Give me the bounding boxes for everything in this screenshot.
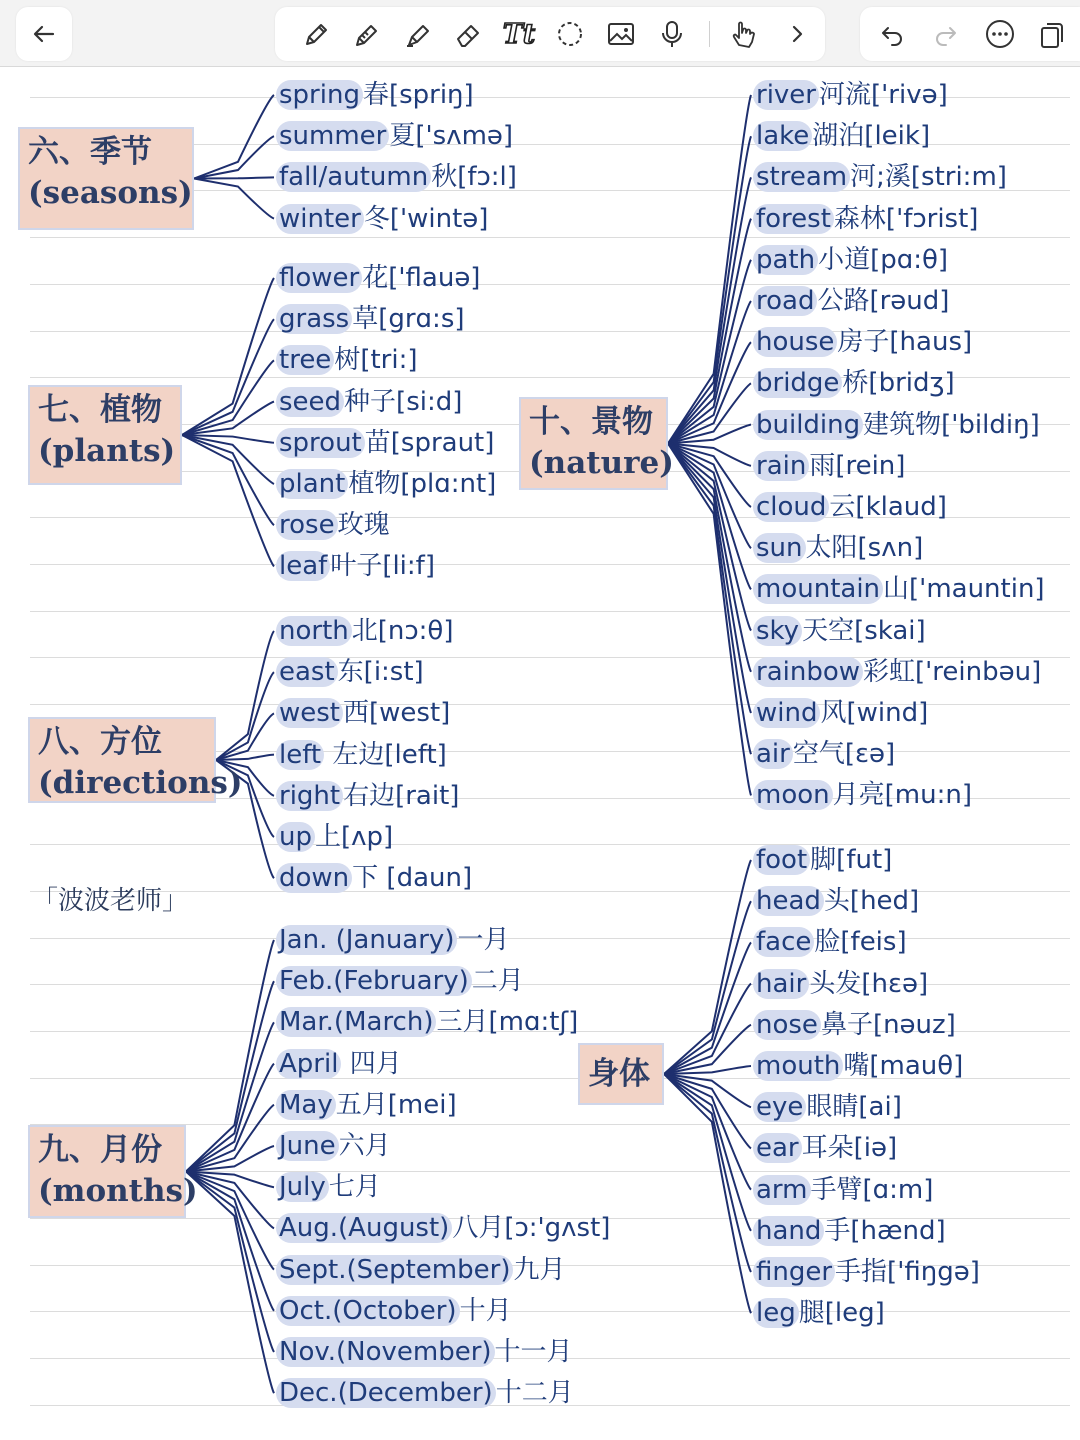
chevron-right-icon bbox=[785, 22, 809, 46]
pen-icon bbox=[299, 18, 331, 50]
vocab-meaning: 公路[rəud] bbox=[817, 286, 950, 316]
vocab-word: sprout bbox=[276, 428, 365, 458]
vocab-meaning: 头[hed] bbox=[823, 886, 920, 917]
vocab-meaning: 耳朵[iə] bbox=[801, 1133, 898, 1164]
vocab-word: head bbox=[753, 886, 824, 916]
connector-line bbox=[194, 177, 274, 178]
back-arrow-icon bbox=[30, 20, 58, 48]
vocab-meaning: 草[grɑ:s] bbox=[352, 304, 465, 335]
vocab-meaning: 桥[bridʒ] bbox=[842, 368, 955, 399]
category-title-cn: 六、季节 bbox=[28, 134, 152, 170]
vocab-meaning: 建筑物['bildiŋ] bbox=[863, 409, 1040, 440]
pages-button[interactable] bbox=[1030, 7, 1074, 61]
microphone-icon bbox=[656, 18, 688, 50]
vocab-word: right bbox=[276, 781, 343, 811]
vocab-word: grass bbox=[276, 304, 352, 334]
vocab-item-months bbox=[276, 1004, 578, 1040]
vocab-meaning: 河流['rivə] bbox=[819, 80, 948, 110]
vocab-item-plants bbox=[276, 507, 390, 543]
connector-line bbox=[186, 1172, 274, 1311]
lasso-icon bbox=[554, 18, 586, 50]
vocab-item-plants bbox=[276, 466, 496, 502]
vocab-meaning: 山['mauntin] bbox=[883, 574, 1045, 605]
vocab-item-seasons bbox=[276, 77, 474, 113]
vocab-word: foot bbox=[753, 845, 810, 875]
vocab-item-nature bbox=[753, 695, 928, 731]
vocab-word: Jan. (January) bbox=[276, 925, 457, 955]
hand-touch-icon bbox=[727, 18, 759, 50]
vocab-item-directions bbox=[276, 654, 424, 690]
vocab-word: rain bbox=[753, 451, 809, 481]
vocab-item-nature bbox=[753, 118, 930, 154]
vocab-word: road bbox=[753, 286, 817, 316]
vocab-meaning: 小道[pɑ:θ] bbox=[818, 244, 949, 275]
vocab-item-body bbox=[753, 1007, 956, 1043]
vocab-meaning: 十二月 bbox=[495, 1378, 574, 1409]
connector-line bbox=[664, 942, 751, 1074]
vocab-item-body bbox=[753, 842, 892, 878]
vocab-item-nature bbox=[753, 201, 978, 237]
connector-line bbox=[668, 260, 751, 444]
vocab-item-months bbox=[276, 1293, 512, 1329]
vocab-word: June bbox=[276, 1131, 339, 1161]
vocab-word: spring bbox=[276, 80, 363, 110]
vocab-meaning: 下 [daun] bbox=[352, 863, 473, 894]
vocab-word: Aug.(August) bbox=[276, 1213, 452, 1243]
vocab-meaning: 湖泊[leik] bbox=[812, 121, 931, 152]
connector-line bbox=[194, 136, 274, 178]
vocab-meaning: 风[wind] bbox=[820, 698, 929, 728]
connector-line bbox=[186, 1064, 274, 1172]
vocab-item-months bbox=[276, 963, 524, 999]
category-title-en: (directions) bbox=[38, 765, 243, 801]
vocab-item-body bbox=[753, 1089, 902, 1125]
vocab-meaning: 手指['fiŋgə] bbox=[835, 1257, 980, 1287]
vocab-item-nature bbox=[753, 324, 972, 360]
vocab-meaning: 四月 bbox=[341, 1048, 402, 1079]
vocab-word: Sept.(September) bbox=[276, 1255, 513, 1285]
vocab-meaning: 河;溪[stri:m] bbox=[850, 162, 1007, 193]
vocab-meaning: 北[nɔ:θ] bbox=[351, 616, 454, 646]
undo-button[interactable] bbox=[870, 7, 914, 61]
category-title-cn: 身体 bbox=[588, 1056, 650, 1092]
vocab-word: July bbox=[276, 1172, 329, 1202]
vocab-word: down bbox=[276, 863, 352, 893]
vocab-meaning: 腿[leg] bbox=[798, 1298, 885, 1329]
redo-button[interactable] bbox=[924, 7, 968, 61]
vocab-word: tree bbox=[276, 345, 334, 375]
vocab-item-body bbox=[753, 883, 919, 919]
vocab-meaning: 头发[hɛə] bbox=[809, 968, 929, 999]
category-title-en: (months) bbox=[38, 1173, 198, 1209]
vocab-meaning: 天空[skai] bbox=[802, 615, 926, 646]
vocab-word: Mar.(March) bbox=[276, 1007, 436, 1037]
connector-line bbox=[664, 984, 751, 1074]
vocab-word: face bbox=[753, 927, 814, 957]
category-title-en: (plants) bbox=[38, 433, 176, 469]
microphone-tool-button[interactable] bbox=[650, 7, 694, 61]
vocab-word: arm bbox=[753, 1175, 811, 1205]
vocab-meaning: 冬['wintə] bbox=[363, 203, 489, 234]
vocab-meaning: 东[i:st] bbox=[337, 657, 424, 688]
vocab-item-body bbox=[753, 966, 928, 1002]
vocab-meaning: 树[tri:] bbox=[334, 345, 418, 376]
category-title-cn: 八、方位 bbox=[38, 724, 162, 760]
vocab-meaning: 鼻子[nəuz] bbox=[820, 1009, 956, 1040]
vocab-word: up bbox=[276, 822, 315, 852]
vocab-word: nose bbox=[753, 1010, 821, 1040]
vocab-meaning: 五月[mei] bbox=[335, 1089, 457, 1120]
connector-line bbox=[182, 360, 274, 435]
vocab-item-nature bbox=[753, 77, 948, 113]
vocab-item-nature bbox=[753, 407, 1040, 443]
vocab-meaning: 空气[ɛə] bbox=[792, 739, 896, 770]
connector-line bbox=[186, 1022, 274, 1171]
vocab-item-directions bbox=[276, 695, 450, 731]
vocab-item-plants bbox=[276, 548, 435, 584]
pages-icon bbox=[1037, 19, 1067, 49]
vocab-item-nature bbox=[753, 613, 926, 649]
text-tool-icon: Tt bbox=[502, 18, 536, 50]
vocab-item-months bbox=[276, 1252, 565, 1288]
vocab-item-months bbox=[276, 1169, 381, 1205]
back-button[interactable] bbox=[22, 7, 66, 61]
vocab-word: Oct.(October) bbox=[276, 1296, 460, 1326]
vocab-word: cloud bbox=[753, 492, 829, 522]
vocab-meaning: 云[klaud] bbox=[829, 492, 947, 522]
vocab-meaning: 森林['fɔrist] bbox=[833, 203, 979, 234]
vocab-item-directions bbox=[276, 613, 453, 649]
connector-line bbox=[668, 444, 751, 755]
vocab-word: stream bbox=[753, 162, 850, 192]
vocab-meaning: 种子[si:d] bbox=[344, 386, 463, 417]
vocab-item-nature bbox=[753, 242, 948, 278]
vocab-word: lake bbox=[753, 121, 812, 151]
vocab-word: flower bbox=[276, 263, 362, 293]
vocab-word: bridge bbox=[753, 368, 842, 398]
vocab-item-months bbox=[276, 922, 509, 958]
connector-line bbox=[182, 435, 274, 525]
connector-line bbox=[182, 435, 274, 566]
back-group bbox=[16, 7, 72, 61]
vocab-word: east bbox=[276, 657, 338, 687]
image-tool-button[interactable] bbox=[599, 7, 643, 61]
vocab-meaning: 夏['sʌmə] bbox=[389, 121, 514, 152]
vocab-item-directions bbox=[276, 737, 447, 773]
vocab-item-body bbox=[753, 924, 907, 960]
connector-line bbox=[186, 981, 274, 1171]
toolbar bbox=[0, 0, 1080, 67]
category-title-en: (nature) bbox=[529, 445, 674, 481]
vocab-meaning: 二月 bbox=[471, 966, 524, 997]
vocab-meaning: 玫瑰 bbox=[337, 510, 390, 541]
toolbar-divider bbox=[709, 21, 710, 47]
vocab-meaning: 七月 bbox=[328, 1172, 381, 1203]
connector-line bbox=[668, 444, 751, 631]
category-title-cn: 九、月份 bbox=[38, 1132, 162, 1168]
vocab-word: ear bbox=[753, 1133, 802, 1163]
vocab-word: winter bbox=[276, 204, 364, 234]
vocab-item-plants bbox=[276, 342, 417, 378]
vocab-meaning: 一月 bbox=[457, 925, 510, 955]
vocab-word: hair bbox=[753, 969, 809, 999]
redo-icon bbox=[932, 20, 960, 48]
more-button[interactable] bbox=[978, 7, 1022, 61]
eraser-icon bbox=[452, 18, 484, 50]
vocab-item-seasons bbox=[276, 201, 488, 237]
vocab-item-nature bbox=[753, 489, 947, 525]
vocab-word: building bbox=[753, 410, 863, 440]
vocab-item-months bbox=[276, 1087, 457, 1123]
vocab-item-nature bbox=[753, 777, 972, 813]
vocab-meaning: 嘴[mauθ] bbox=[843, 1051, 964, 1081]
vocab-item-nature bbox=[753, 283, 949, 319]
vocab-meaning: 上[ʌp] bbox=[314, 822, 394, 852]
vocab-item-body bbox=[753, 1254, 980, 1290]
vocab-meaning: 左边[left] bbox=[324, 739, 447, 770]
connector-line bbox=[668, 444, 751, 590]
vocab-word: summer bbox=[276, 121, 389, 151]
vocab-meaning: 脸[feis] bbox=[814, 927, 907, 958]
vocab-item-plants bbox=[276, 260, 480, 296]
vocab-word: finger bbox=[753, 1257, 835, 1287]
vocab-item-plants bbox=[276, 384, 462, 420]
undo-icon bbox=[878, 20, 906, 48]
vocab-meaning: 雨[rein] bbox=[809, 450, 906, 481]
vocab-word: left bbox=[276, 740, 324, 770]
vocab-word: leaf bbox=[276, 551, 330, 581]
vocab-word: eye bbox=[753, 1092, 806, 1122]
vocab-word: north bbox=[276, 616, 352, 646]
vocab-word: Feb.(February) bbox=[276, 966, 472, 996]
category-directions bbox=[28, 717, 243, 803]
vocab-word: fall/autumn bbox=[276, 162, 431, 192]
vocab-meaning: 右边[rait] bbox=[343, 780, 460, 811]
vocab-item-plants bbox=[276, 425, 494, 461]
tool-group bbox=[275, 7, 825, 61]
vocab-meaning: 西[west] bbox=[343, 698, 451, 729]
eraser-tool-button[interactable] bbox=[446, 7, 490, 61]
category-months bbox=[28, 1125, 198, 1218]
vocab-item-directions bbox=[276, 819, 393, 855]
vocab-word: west bbox=[276, 698, 343, 728]
vocab-item-months bbox=[276, 1128, 391, 1164]
vocab-item-body bbox=[753, 1048, 963, 1084]
category-body bbox=[578, 1043, 664, 1105]
vocab-word: mountain bbox=[753, 574, 883, 604]
connector-line bbox=[194, 95, 274, 179]
note-canvas[interactable] bbox=[0, 67, 1080, 1440]
vocab-item-months bbox=[276, 1334, 573, 1370]
vocab-word: Nov.(November) bbox=[276, 1337, 495, 1367]
vocab-meaning: 苗[spraut] bbox=[364, 427, 495, 458]
more-tools-button[interactable] bbox=[775, 7, 819, 61]
vocab-item-nature bbox=[753, 654, 1041, 690]
vocab-word: forest bbox=[753, 204, 834, 234]
connector-line bbox=[186, 1172, 274, 1353]
vocab-meaning: 太阳[sʌn] bbox=[805, 533, 924, 564]
vocab-meaning: 叶子[li:f] bbox=[330, 551, 435, 582]
pencil-icon bbox=[350, 18, 382, 50]
vocab-meaning: 六月 bbox=[338, 1131, 391, 1161]
vocab-word: wind bbox=[753, 698, 820, 728]
pen-tool-button[interactable] bbox=[293, 7, 337, 61]
vocab-word: hand bbox=[753, 1216, 824, 1246]
vocab-meaning: 月亮[mu:n] bbox=[832, 780, 972, 811]
vocab-meaning: 春[spriŋ] bbox=[362, 80, 474, 110]
vocab-word: path bbox=[753, 245, 818, 275]
text-tool-button[interactable] bbox=[497, 7, 541, 61]
category-title-cn: 十、景物 bbox=[529, 404, 653, 440]
action-group bbox=[860, 7, 1080, 61]
connector-line bbox=[216, 631, 274, 760]
vocab-word: sky bbox=[753, 616, 802, 646]
vocab-meaning: 手[hænd] bbox=[824, 1215, 946, 1246]
category-title-en: (seasons) bbox=[28, 175, 193, 211]
vocab-meaning: 十一月 bbox=[494, 1337, 573, 1367]
connector-line bbox=[664, 901, 751, 1074]
vocab-item-nature bbox=[753, 448, 905, 484]
vocab-item-body bbox=[753, 1213, 946, 1249]
more-icon bbox=[984, 18, 1016, 50]
vocab-meaning: 房子[haus] bbox=[837, 327, 973, 358]
vocab-word: leg bbox=[753, 1298, 799, 1328]
connector-line bbox=[668, 301, 751, 444]
vocab-meaning: 十月 bbox=[459, 1295, 512, 1326]
lasso-tool-button[interactable] bbox=[548, 7, 592, 61]
vocab-meaning: 植物[plɑ:nt] bbox=[348, 469, 497, 499]
vocab-item-nature bbox=[753, 159, 1007, 195]
vocab-meaning: 三月[mɑ:tʃ] bbox=[436, 1007, 579, 1038]
connector-line bbox=[186, 1172, 274, 1270]
vocab-word: seed bbox=[276, 387, 344, 417]
vocab-meaning: 眼睛[ai] bbox=[806, 1092, 902, 1123]
vocab-item-months bbox=[276, 1375, 574, 1411]
vocab-item-seasons bbox=[276, 159, 517, 195]
vocab-item-nature bbox=[753, 530, 923, 566]
vocab-word: mouth bbox=[753, 1051, 843, 1081]
vocab-word: air bbox=[753, 739, 793, 769]
vocab-item-directions bbox=[276, 778, 459, 814]
category-nature bbox=[519, 397, 674, 490]
connector-line bbox=[664, 1074, 751, 1231]
vocab-word: Dec.(December) bbox=[276, 1378, 496, 1408]
category-title-cn: 七、植物 bbox=[38, 392, 162, 428]
author-note: 「波波老师」 bbox=[32, 886, 189, 916]
vocab-item-plants bbox=[276, 301, 465, 337]
touch-tool-button[interactable] bbox=[721, 7, 765, 61]
vocab-meaning: 手臂[ɑ:m] bbox=[810, 1174, 934, 1205]
vocab-word: sun bbox=[753, 533, 806, 563]
connector-line bbox=[194, 179, 274, 219]
highlighter-icon bbox=[401, 18, 433, 50]
vocab-item-nature bbox=[753, 365, 955, 401]
vocab-meaning: 脚[fut] bbox=[810, 845, 893, 875]
vocab-item-nature bbox=[753, 571, 1045, 607]
vocab-meaning: 花['flauə] bbox=[362, 263, 481, 293]
vocab-item-directions bbox=[276, 860, 472, 896]
category-plants bbox=[28, 385, 182, 485]
vocab-item-seasons bbox=[276, 118, 513, 154]
vocab-word: moon bbox=[753, 780, 833, 810]
vocab-word: rose bbox=[276, 510, 338, 540]
vocab-item-body bbox=[753, 1172, 933, 1208]
vocab-meaning: 八月[ɔ:'gʌst] bbox=[452, 1213, 611, 1244]
vocab-meaning: 彩虹['reinbəu] bbox=[863, 656, 1042, 687]
connector-line bbox=[182, 278, 274, 435]
vocab-item-months bbox=[276, 1046, 402, 1082]
vocab-item-months bbox=[276, 1210, 610, 1246]
vocab-word: plant bbox=[276, 469, 348, 499]
vocab-word: April bbox=[276, 1049, 341, 1079]
vocab-item-nature bbox=[753, 736, 895, 772]
vocab-word: house bbox=[753, 327, 837, 357]
vocab-word: May bbox=[276, 1090, 336, 1120]
vocab-meaning: 秋[fɔ:l] bbox=[431, 162, 517, 193]
highlighter-tool-button[interactable] bbox=[395, 7, 439, 61]
connector-line bbox=[216, 672, 274, 760]
image-icon bbox=[605, 18, 637, 50]
vocab-meaning: 九月 bbox=[513, 1254, 566, 1285]
vocab-word: river bbox=[753, 80, 819, 110]
vocab-item-body bbox=[753, 1130, 897, 1166]
pencil-tool-button[interactable] bbox=[344, 7, 388, 61]
category-seasons bbox=[18, 127, 194, 230]
vocab-item-body bbox=[753, 1295, 885, 1331]
vocab-word: rainbow bbox=[753, 657, 863, 687]
